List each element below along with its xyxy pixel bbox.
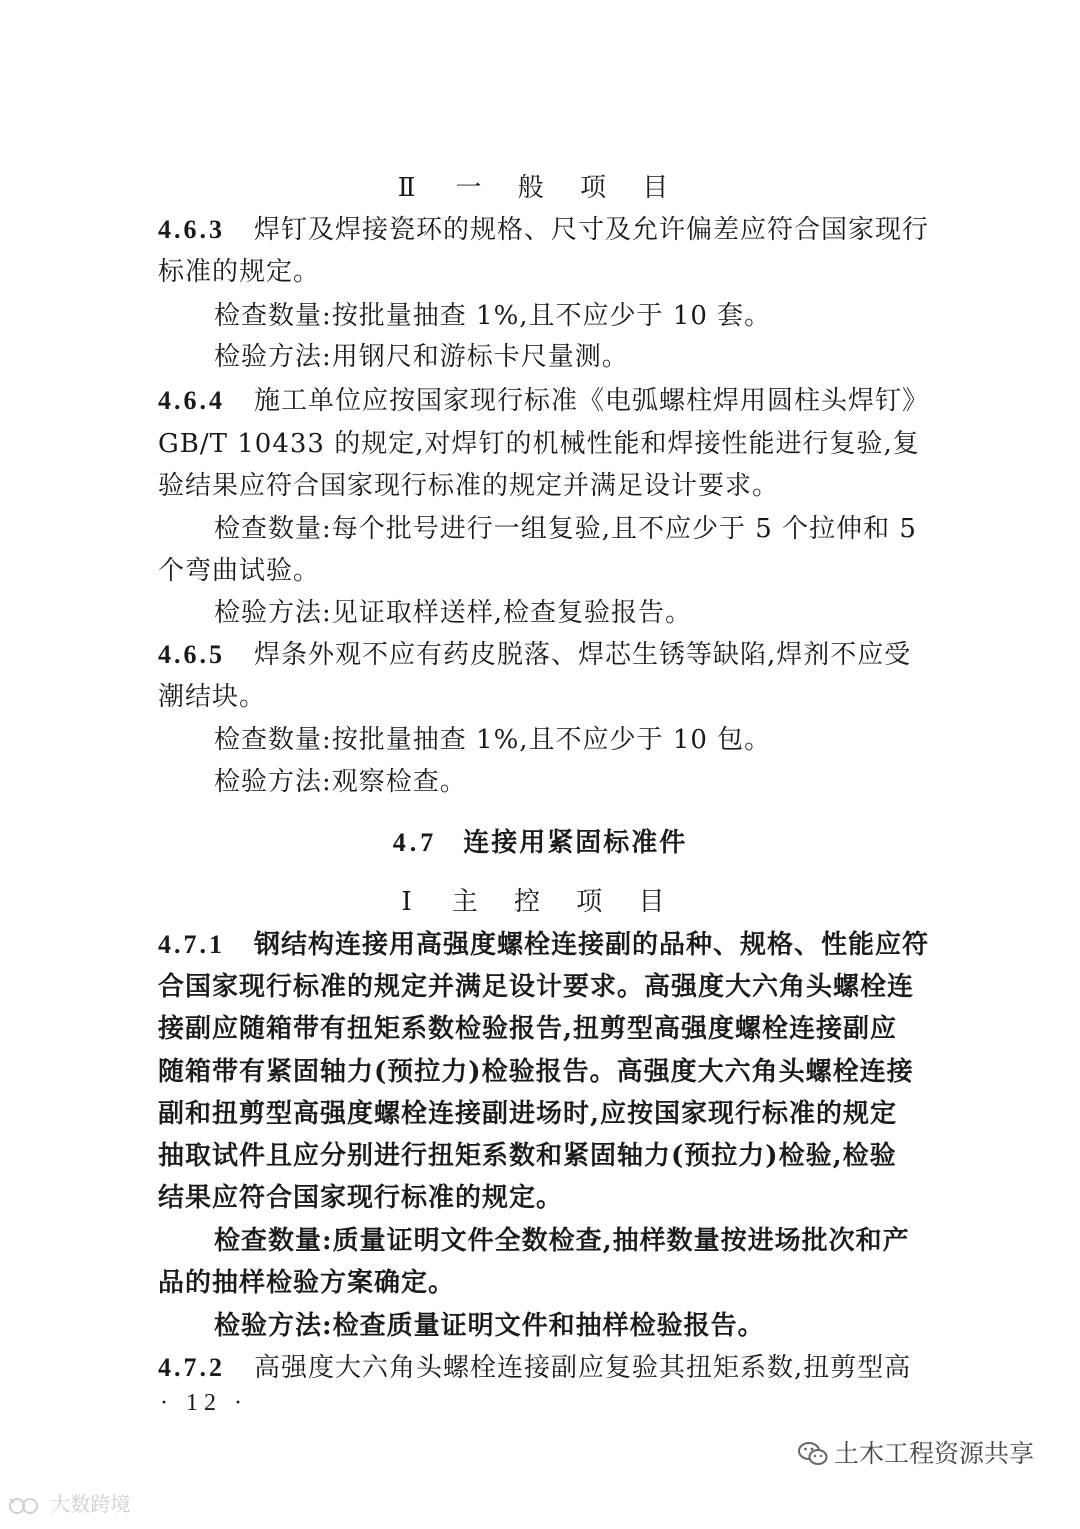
watermark-right: [798, 1436, 1034, 1472]
clause-text-line: 合国家现行标准的规定并满足设计要求。高强度大六角头螺栓连: [158, 972, 915, 1002]
inspection-quantity-cont: 个弯曲试验。: [158, 556, 321, 586]
section-title: 主 控 项 目: [451, 887, 679, 917]
clause-text-line: 结果应符合国家现行标准的规定。: [158, 1183, 564, 1213]
clause-text-line: 副和扭剪型高强度螺栓连接副进场时,应按国家现行标准的规定: [158, 1099, 898, 1129]
section-title: 一 般 项 目: [455, 173, 683, 203]
watermark-text: 大数跨境: [50, 1492, 131, 1516]
clause-text-line: 随箱带有紧固轴力(预拉力)检验报告。高强度大六角头螺栓连接: [158, 1057, 914, 1087]
inspection-method: 检验方法:检查质量证明文件和抽样检验报告。: [214, 1311, 765, 1341]
clause-text-line: 接副应随箱带有扭矩系数检验报告,扭剪型高强度螺栓连接副应: [158, 1014, 898, 1044]
clause-text-line: 验结果应符合国家现行标准的规定并满足设计要求。: [158, 471, 780, 501]
clause-text: 施工单位应按国家现行标准《电弧螺柱焊用圆柱头焊钉》: [254, 386, 930, 416]
clause-number: 4.7.1: [158, 930, 225, 959]
inspection-quantity: 检查数量:每个批号进行一组复验,且不应少于 5 个拉伸和 5: [214, 514, 917, 544]
watermark-text: 土木工程资源共享: [834, 1439, 1035, 1468]
watermark-left: [8, 1490, 130, 1518]
clause-number: 4.7.2: [158, 1353, 225, 1382]
page-number: · 12 ·: [160, 1390, 248, 1416]
inspection-method: 检验方法:见证取样送样,检查复验报告。: [214, 598, 693, 628]
inspection-method: 检验方法:观察检查。: [214, 767, 467, 797]
clause-4-6-5: [158, 635, 943, 675]
inspection-quantity-cont: 品的抽样检验方案确定。: [158, 1268, 456, 1298]
inspection-quantity: 检查数量:质量证明文件全数检查,抽样数量按进场批次和产: [214, 1226, 910, 1256]
inspection-quantity: 检查数量:按批量抽查 1%,且不应少于 10 包。: [214, 725, 772, 755]
clause-number: 4.6.5: [158, 640, 225, 669]
section-numeral: Ⅰ: [401, 887, 418, 917]
clause-text: 钢结构连接用高强度螺栓连接副的品种、规格、性能应符: [254, 930, 930, 960]
clause-text: 焊条外观不应有药皮脱落、焊芯生锈等缺陷,焊剂不应受: [254, 640, 912, 670]
brand-logo-icon: [8, 1495, 44, 1517]
clause-text-line: 标准的规定。: [158, 257, 321, 287]
clause-4-7-1: [158, 925, 943, 965]
clause-4-7-2: [158, 1348, 943, 1388]
clause-text: 高强度大六角头螺栓连接副应复验其扭矩系数,扭剪型高: [254, 1353, 912, 1383]
subsection-number: 4.7: [392, 828, 438, 857]
inspection-quantity: 检查数量:按批量抽查 1%,且不应少于 10 套。: [214, 301, 772, 331]
subsection-heading-4-7: [0, 823, 1080, 863]
section-heading-general: [0, 168, 1080, 208]
subsection-title: 连接用紧固标准件: [463, 828, 688, 858]
clause-4-6-4: [158, 381, 943, 421]
section-numeral: Ⅱ: [397, 173, 422, 203]
clause-number: 4.6.4: [158, 386, 225, 415]
wechat-icon: [798, 1441, 828, 1467]
clause-number: 4.6.3: [158, 215, 225, 244]
clause-text: 焊钉及焊接瓷环的规格、尺寸及允许偏差应符合国家现行: [254, 215, 930, 245]
clause-text-line: 潮结块。: [158, 682, 267, 712]
inspection-method: 检验方法:用钢尺和游标卡尺量测。: [214, 342, 629, 372]
clause-4-6-3: [158, 210, 943, 250]
clause-text-line: 抽取试件且应分别进行扭矩系数和紧固轴力(预拉力)检验,检验: [158, 1141, 897, 1171]
clause-text-line: GB/T 10433 的规定,对焊钉的机械性能和焊接性能进行复验,复: [158, 429, 920, 459]
section-heading-main: [0, 882, 1080, 922]
